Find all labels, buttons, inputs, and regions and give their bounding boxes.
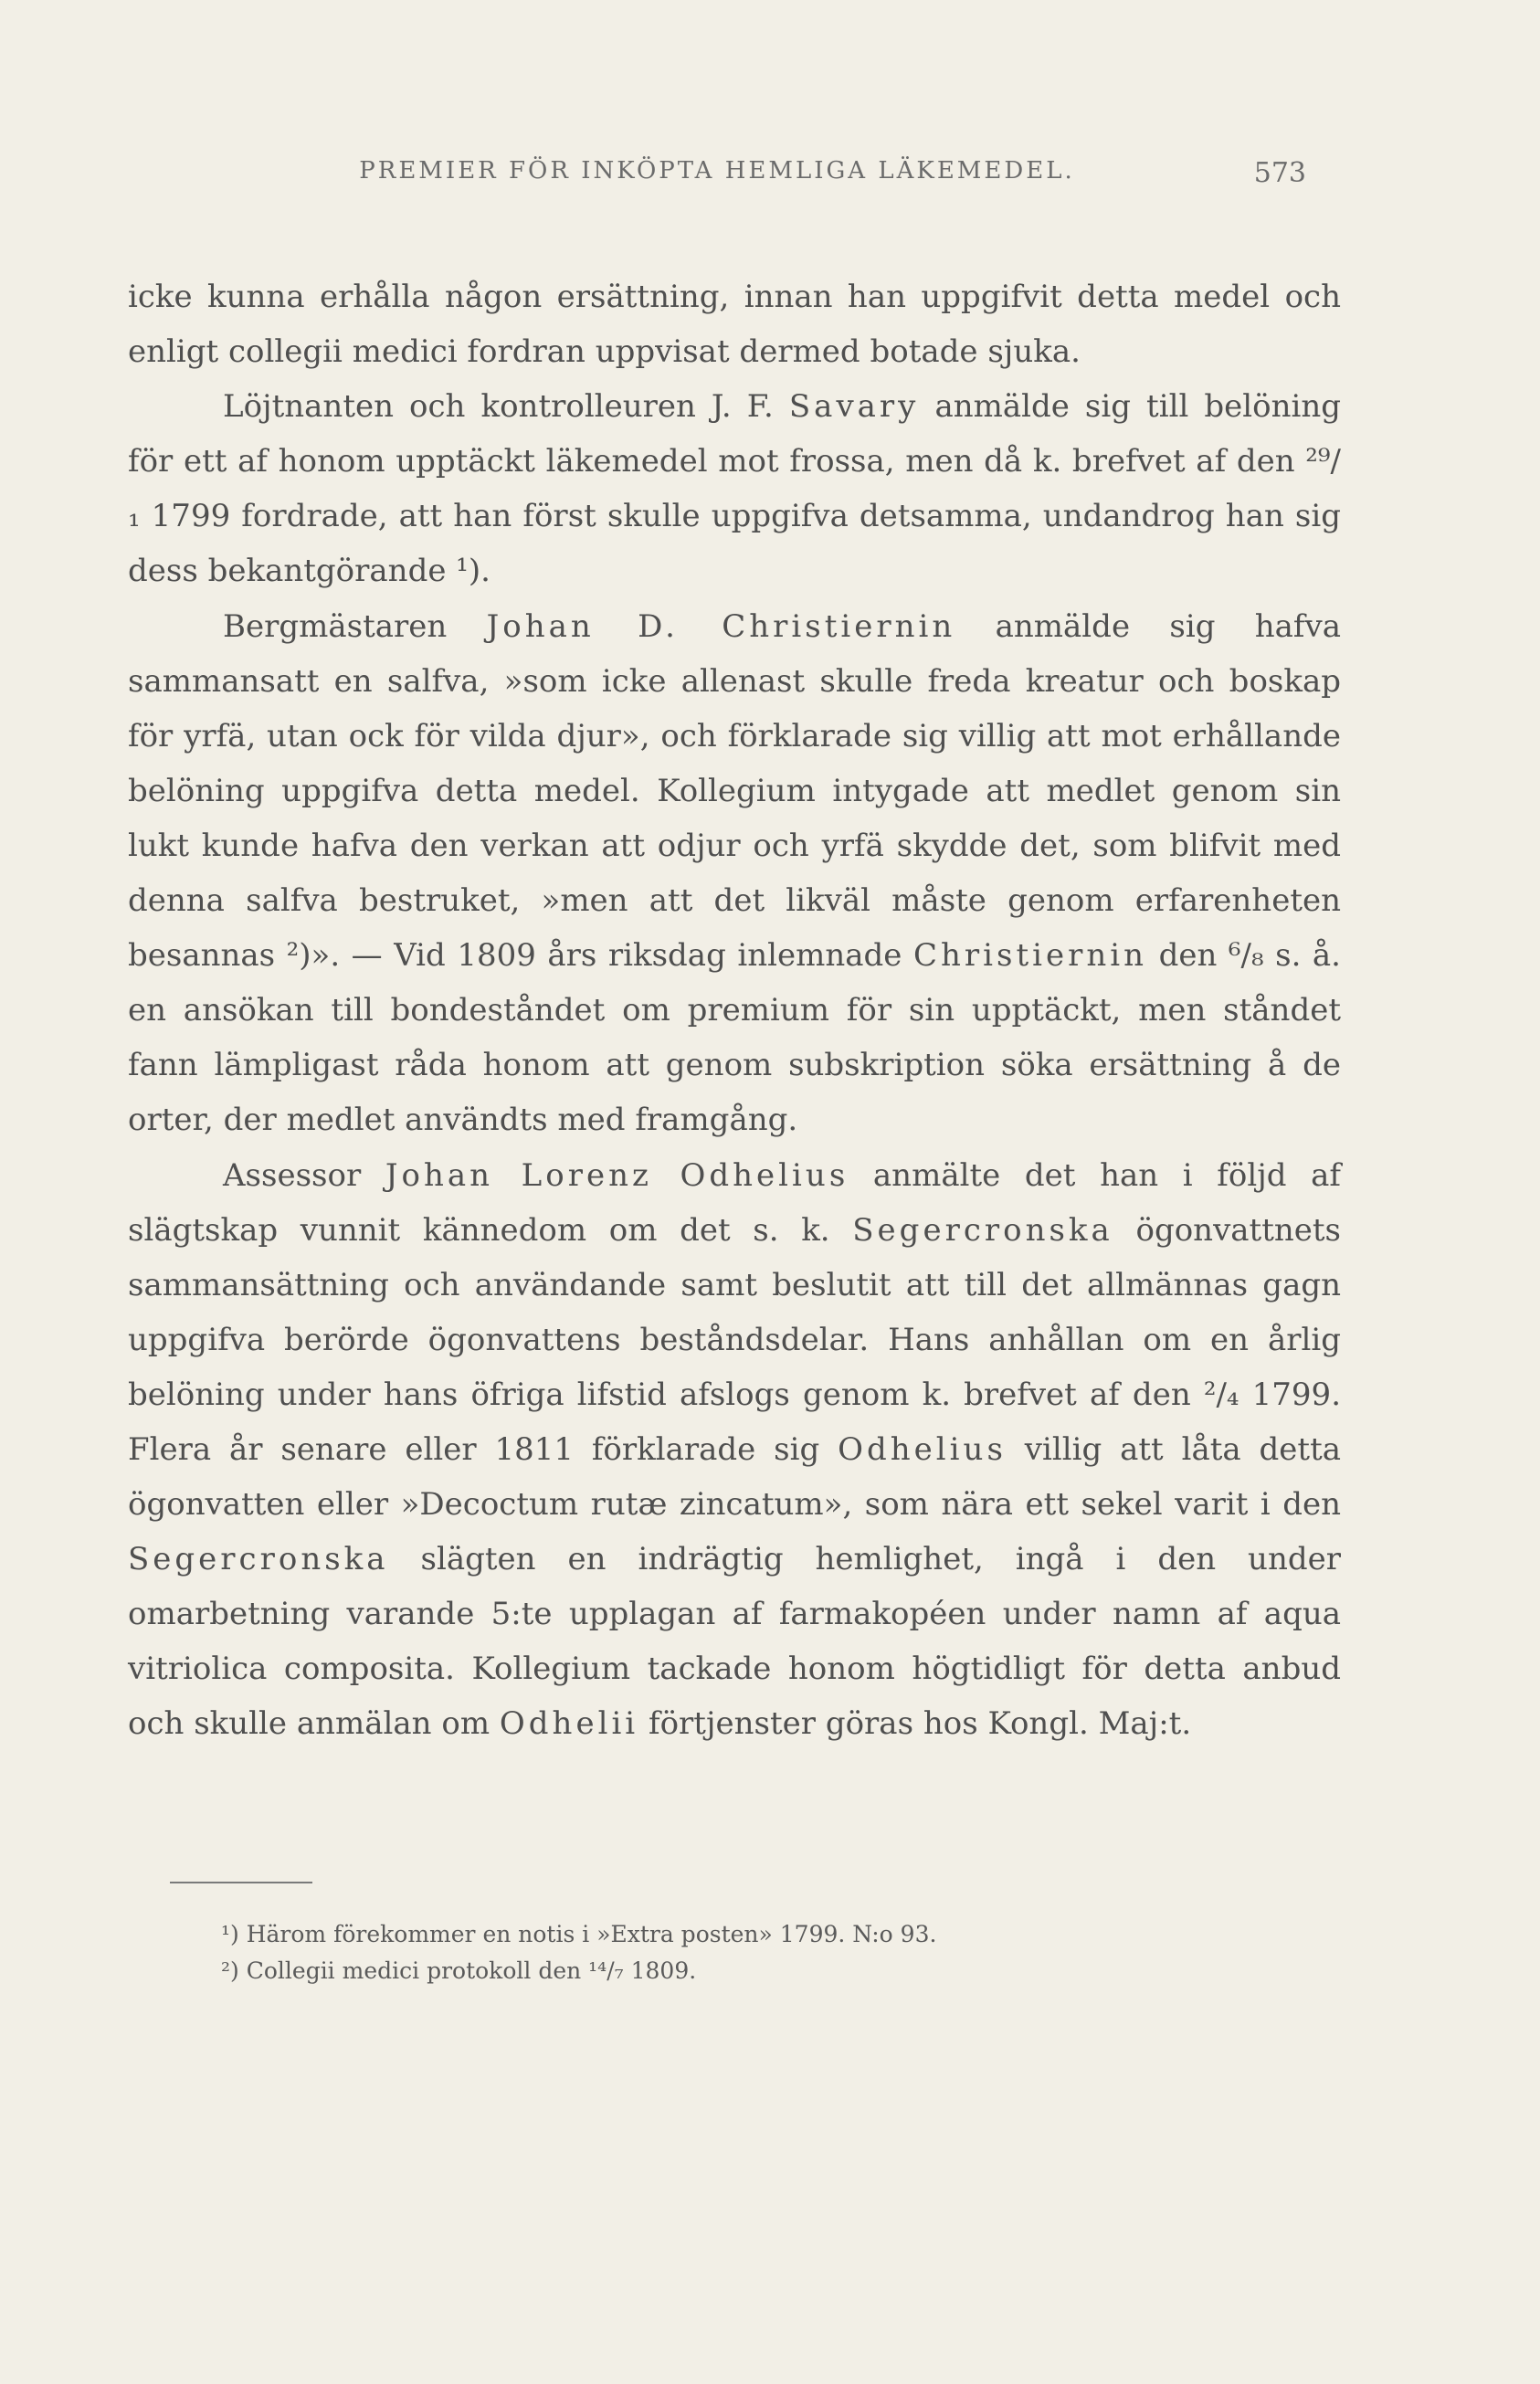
paragraph-odhelius (128, 1148, 1341, 1752)
text-run: villig att låta detta ögonvatten eller »Decoctum rutæ zincatum», som nära ett sekel varit i den (128, 1430, 1342, 1524)
body-text (128, 269, 1341, 1752)
footnote-1: ¹) Härom förekommer en notis i »Extra posten» 1799. N:o 93. (221, 1921, 937, 1947)
person-name: Christiernin (912, 937, 1148, 975)
date: ²⁹/₁ 1799 (128, 443, 1341, 535)
footnote-2: ²) Collegii medici protokoll den ¹⁴/₇ 1809. (221, 1957, 697, 1984)
person-name: Johan D. Christiernin (486, 607, 956, 645)
text-run: anmälde sig hafva sammansatt en salfva, »som icke allenast skulle freda kreatur och boskap för yrfä, utan ock för vilda djur», och förklarade sig villig att mot erhållande belöning uppgifva detta medel. Kollegium intygade att medlet genom sin lukt kunde hafva den verkan att odjur och yrfä skydde det, som blifvit med denna salfva bestruket, »men att det likväl måste genom erfarenheten besannas ²)». — Vid 1809 års riksdag inlemnade (128, 607, 1341, 975)
family-name: Segercronska (852, 1211, 1113, 1249)
text-run: fordrade, att han först skulle uppgifva detsamma, undandrog han sig dess bekantgörande ¹). (128, 498, 1342, 590)
person-name: Savary (788, 388, 920, 426)
footnote-divider (170, 1882, 312, 1883)
person-name: Odhelius (838, 1430, 1007, 1468)
paragraph-savary (128, 379, 1341, 598)
text-run: Assessor (223, 1156, 362, 1194)
page-header (128, 157, 1306, 194)
paragraph-christiernin (128, 599, 1341, 1148)
text-run: Bergmästaren (223, 607, 448, 645)
family-name: Segercronska (128, 1541, 389, 1578)
text-run: Löjtnanten och kontrolleuren J. F. (223, 388, 774, 426)
page-number: 573 (1253, 157, 1306, 189)
text-run: ögonvattnets sammansättning och användande samt beslutit att till det allmännas gagn uppgifva berörde ögonvattens beståndsdelar. Hans anhållan om en årlig belöning under hans öfriga lifstid afslogs genom k. brefvet af den ²/₄ 1799. Flera år senare eller 1811 förklarade sig (128, 1211, 1342, 1468)
text-run: anmälde sig till belöning för ett af honom upptäckt läkemedel mot frossa, men då k. brefvet af den (128, 388, 1342, 480)
text-run: förtjenster göras hos Kongl. Maj:t. (649, 1705, 1192, 1743)
person-name: Johan Lorenz Odhelius (385, 1156, 849, 1194)
paragraph-1 (128, 269, 1341, 379)
text-run: slägten en indrägtig hemlighet, ingå i den under omarbetning varande 5:te upplagan af farmakopéen under namn af aqua vitriolica composita. Kollegium tackade honom högtidligt för detta anbud och skulle anmälan om (128, 1541, 1341, 1743)
text-run: anmälte det han i följd af slägtskap vunnit kännedom om det s. k. (128, 1156, 1341, 1249)
footnotes (221, 1916, 1299, 1989)
text-run: den ⁶/₈ s. å. en ansökan till bondeståndet om premium för sin upptäckt, men ståndet fann lämpligast råda honom att genom subskription söka ersättning å de orter, der medlet användts med framgång. (128, 937, 1341, 1139)
running-title: PREMIER FÖR INKÖPTA HEMLIGA LÄKEMEDEL. (359, 157, 1075, 185)
text-run: icke kunna erhålla någon ersättning, innan han uppgifvit detta medel och enligt collegii medici fordran uppvisat dermed botade sjuka. (128, 279, 1341, 371)
person-name: Odhelii (499, 1705, 639, 1743)
